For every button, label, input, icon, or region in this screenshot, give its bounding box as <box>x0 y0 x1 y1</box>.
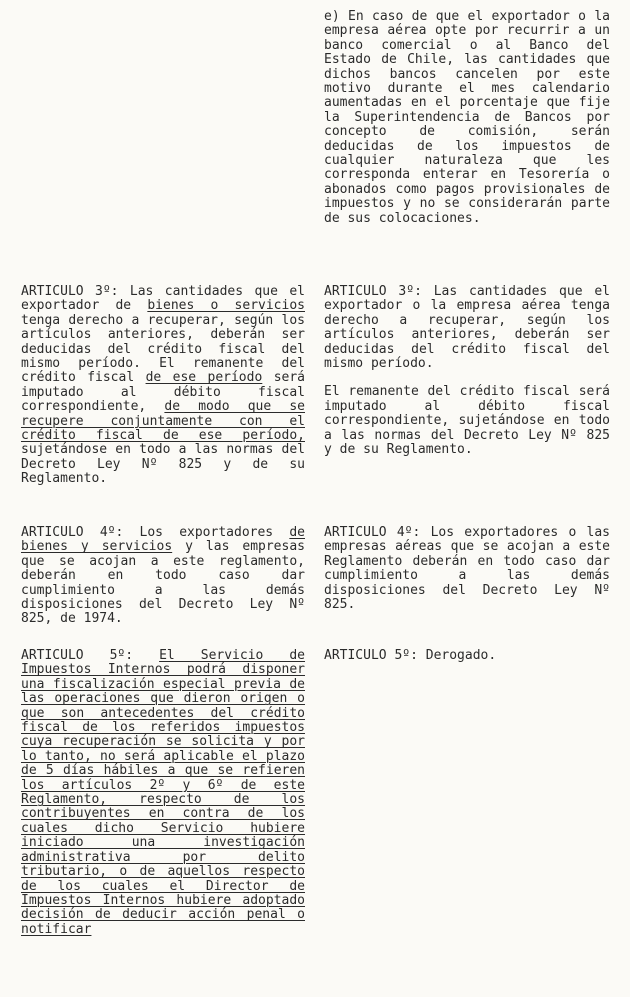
right-art5-text: ARTICULO 5º: Derogado. <box>324 648 497 663</box>
art3-underlined-3: de modo que se recupere conjuntamente con el crédito fiscal de ese período, <box>21 399 305 444</box>
art5-underlined-1: El Servicio de Impuestos Internos podrá disponer una fiscalización especial previa de las operaciones que dieron origen o que son antecedentes del crédito fiscal de los referidos impuestos cuya recuperación se solicita y por lo tanto, no será aplicable el plazo de 5 días hábiles a que se refieren los artículos 2º y 6º de este Reglamento, respecto de los contribuyentes en contra de los cuales dicho Servicio hubiere iniciado una investigación administrativa por delito tributario, o de aquellos respecto de los cuales el Director de Impuestos Internos hubiere adoptado decisión de deducir acción penal o notificar <box>21 648 306 937</box>
art3-text-1: ARTICULO 3º: Las cantidades que el exportador de <box>21 284 305 314</box>
art4-text-1: ARTICULO 4º: Los exportadores <box>21 525 290 540</box>
left-article-4 <box>21 526 305 627</box>
art4-text-2: y las empresas que se acojan a este reglamento, deberán en todo caso dar cumplimiento a las demás disposiciones del Decreto Ley Nº 825, de 1974. <box>21 539 305 627</box>
art5-text-1: ARTICULO 5º: <box>21 648 160 663</box>
right-art3-para1: ARTICULO 3º: Las cantidades que el exportador o la empresa aérea tenga derecho a recuperar, según los artículos anteriores, deberán ser deducidas del crédito fiscal del mismo período. <box>324 284 610 372</box>
left-article-5 <box>21 649 305 937</box>
art3-text-3: será imputado al débito fiscal correspondiente, <box>21 370 306 415</box>
art3-text-2: tenga derecho a recuperar, según los artículos anteriores, deberán ser deducidas del crédito fiscal del mismo período. El remanente del crédito fiscal <box>21 312 305 386</box>
left-art4-text <box>21 526 305 627</box>
right-art4-text: ARTICULO 4º: Los exportadores o las empresas aéreas que se acojan a este Reglamento deberán en todo caso dar cumplimiento a las demás disposiciones del Decreto Ley Nº 825. <box>324 525 610 613</box>
left-art3-text <box>21 285 305 487</box>
right-article-4 <box>324 526 610 612</box>
left-article-3 <box>21 285 305 487</box>
right-art3-para2: El remanente del crédito fiscal será imputado al débito fiscal correspondiente, sujetándose en todo a las normas del Decreto Ley Nº 825 y de su Reglamento. <box>324 384 610 458</box>
right-article-5 <box>324 649 610 663</box>
art4-underlined-1: de bienes y servicios <box>21 525 305 555</box>
art3-text-4: sujetándose en todo a las normas del Decreto Ley Nº 825 y de su Reglamento. <box>21 442 305 487</box>
art3-underlined-2: de ese período <box>145 370 263 386</box>
right-article-3 <box>324 285 610 457</box>
para-e-text: e) En caso de que el exportador o la empresa aérea opte por recurrir a un banco comercial o al Banco del Estado de Chile, las cantidades que dichos bancos cancelen por este motivo durante el mes calendario aumentadas en el porcentaje que fije la Superintendencia de Bancos por concepto de comisión, serán deducidas de los impuestos de cualquier naturaleza que les corresponda enterar en Tesorería o abonados como pagos provisionales de impuestos y no se considerarán parte de sus colocaciones. <box>324 9 610 226</box>
right-para-e <box>324 10 610 226</box>
left-art5-text <box>21 649 305 937</box>
art3-underlined-1: bienes o servicios <box>147 298 305 314</box>
